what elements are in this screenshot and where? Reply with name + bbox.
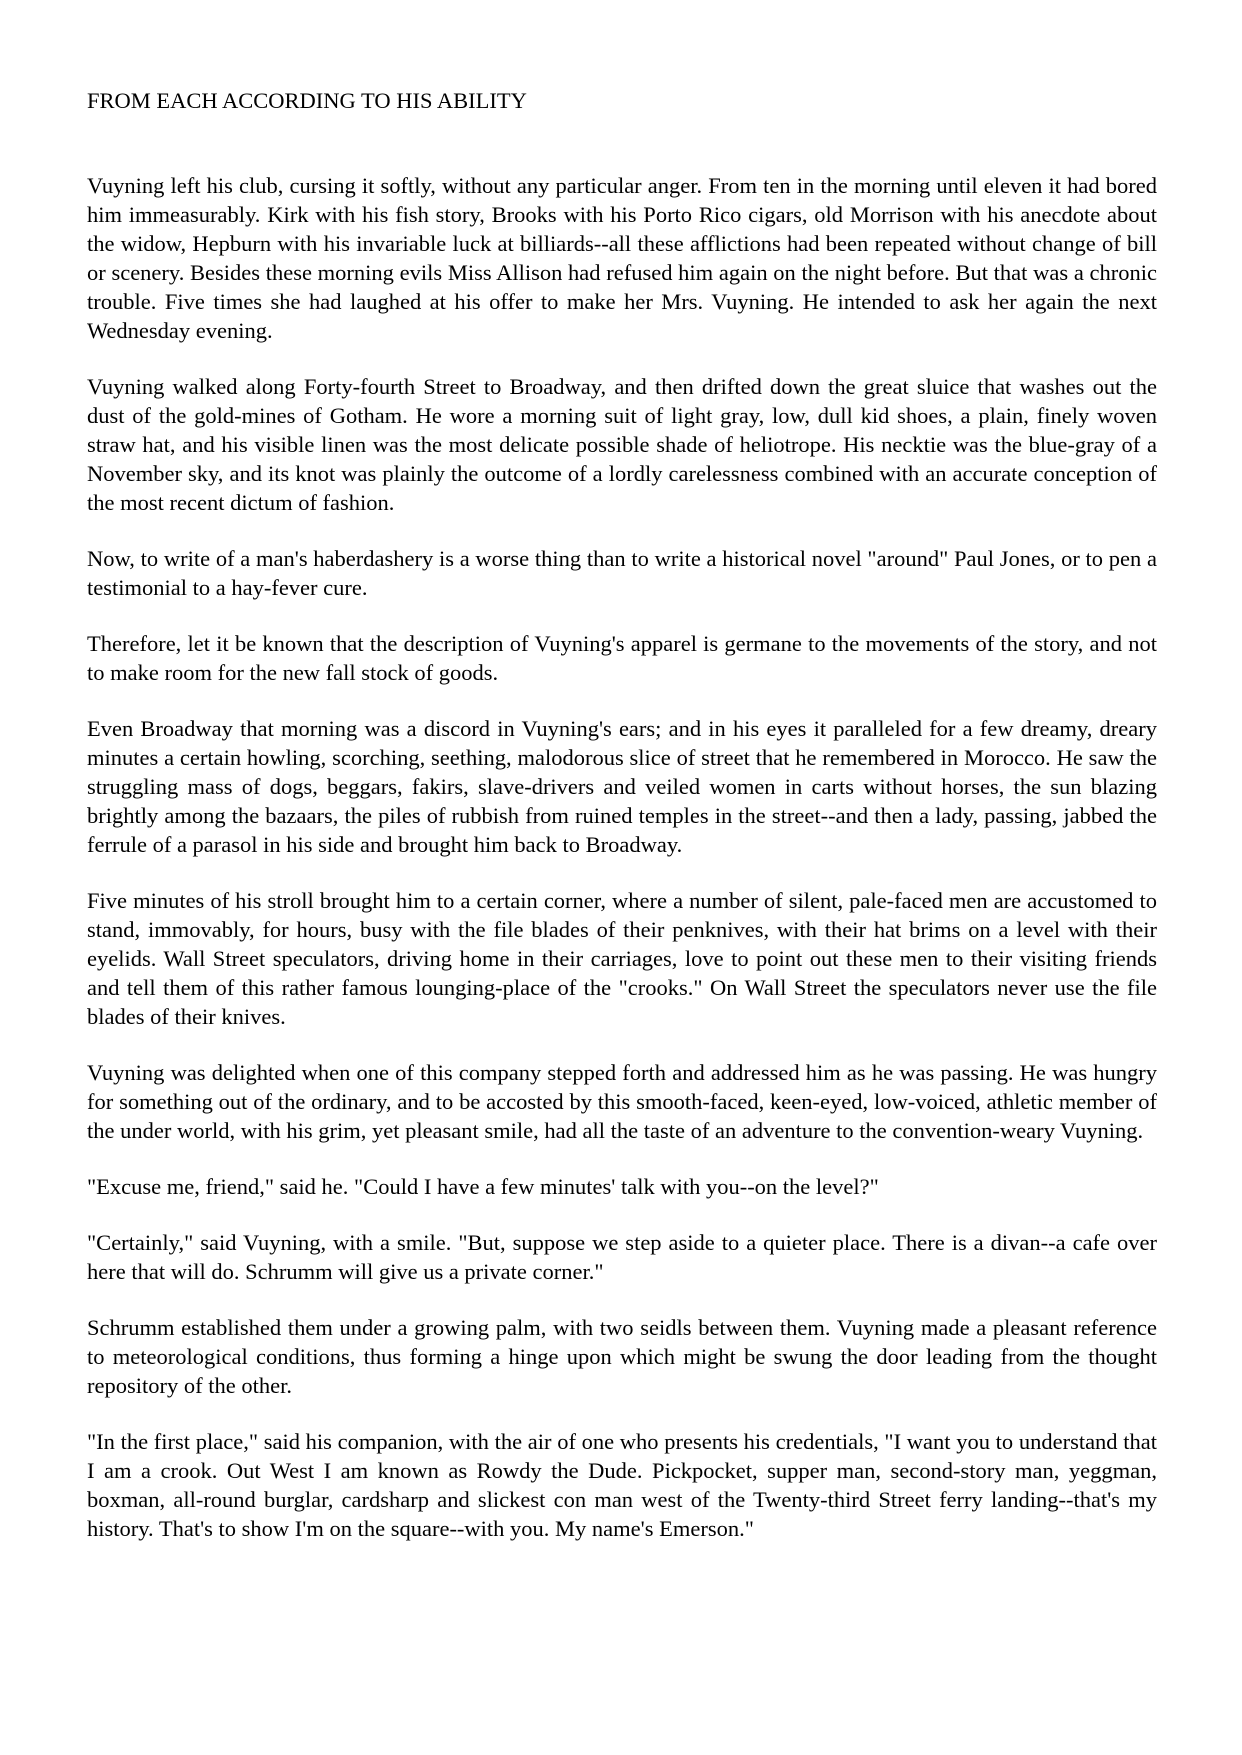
paragraph: Five minutes of his stroll brought him to a certain corner, where a number of silent, pale-faced men are accustomed to stand, immovably, for hours, busy with the file blades of their penknives, with their hat brims on a level with their eyelids. Wall Street speculators, driving home in their carriages, love to point out these men to their visiting friends and tell them of this rather famous lounging-place of the "crooks." On Wall Street the speculators never use the file blades of their knives. [87,888,1157,1029]
paragraph: "In the first place," said his companion, with the air of one who presents his credentials, "I want you to understand that I am a crook. Out West I am known as Rowdy the Dude. Pickpocket, supper man, second-story man, yeggman, boxman, all-round burglar, cardsharp and slickest con man west of the Twenty-third Street ferry landing--that's my history. That's to show I'm on the square--with you. My name's Emerson." [87,1429,1157,1541]
paragraph: "Excuse me, friend," said he. "Could I have a few minutes' talk with you--on the level?" [87,1174,879,1199]
document-body [87,171,1157,1570]
paragraph: Schrumm established them under a growing palm, with two seidls between them. Vuyning made a pleasant reference to meteorological conditions, thus forming a hinge upon which might be swung the door leading from the thought repository of the other. [87,1315,1157,1398]
paragraph: "Certainly," said Vuyning, with a smile. "But, suppose we step aside to a quieter place. There is a divan--a cafe over here that will do. Schrumm will give us a private corner." [87,1230,1157,1284]
paragraph: Vuyning walked along Forty-fourth Street to Broadway, and then drifted down the great sluice that washes out the dust of the gold-mines of Gotham. He wore a morning suit of light gray, low, dull kid shoes, a plain, finely woven straw hat, and his visible linen was the most delicate possible shade of heliotrope. His necktie was the blue-gray of a November sky, and its knot was plainly the outcome of a lordly carelessness combined with an accurate conception of the most recent dictum of fashion. [87,374,1157,515]
paragraph: Vuyning left his club, cursing it softly, without any particular anger. From ten in the morning until eleven it had bored him immeasurably. Kirk with his fish story, Brooks with his Porto Rico cigars, old Morrison with his anecdote about the widow, Hepburn with his invariable luck at billiards--all these afflictions had been repeated without change of bill or scenery. Besides these morning evils Miss Allison had refused him again on the night before. But that was a chronic trouble. Five times she had laughed at his offer to make her Mrs. Vuyning. He intended to ask her again the next Wednesday evening. [87,173,1157,343]
paragraph: Even Broadway that morning was a discord in Vuyning's ears; and in his eyes it paralleled for a few dreamy, dreary minutes a certain howling, scorching, seething, malodorous slice of street that he remembered in Morocco. He saw the struggling mass of dogs, beggars, fakirs, slave-drivers and veiled women in carts without horses, the sun blazing brightly among the bazaars, the piles of rubbish from ruined temples in the street--and then a lady, passing, jabbed the ferrule of a parasol in his side and brought him back to Broadway. [87,716,1157,857]
document-title: FROM EACH ACCORDING TO HIS ABILITY [87,88,527,113]
paragraph: Therefore, let it be known that the description of Vuyning's apparel is germane to the movements of the story, and not to make room for the new fall stock of goods. [87,631,1157,685]
paragraph: Vuyning was delighted when one of this company stepped forth and addressed him as he was passing. He was hungry for something out of the ordinary, and to be accosted by this smooth-faced, keen-eyed, low-voiced, athletic member of the under world, with his grim, yet pleasant smile, had all the taste of an adventure to the convention-weary Vuyning. [87,1060,1157,1143]
paragraph: Now, to write of a man's haberdashery is a worse thing than to write a historical novel "around" Paul Jones, or to pen a testimonial to a hay-fever cure. [87,546,1157,600]
